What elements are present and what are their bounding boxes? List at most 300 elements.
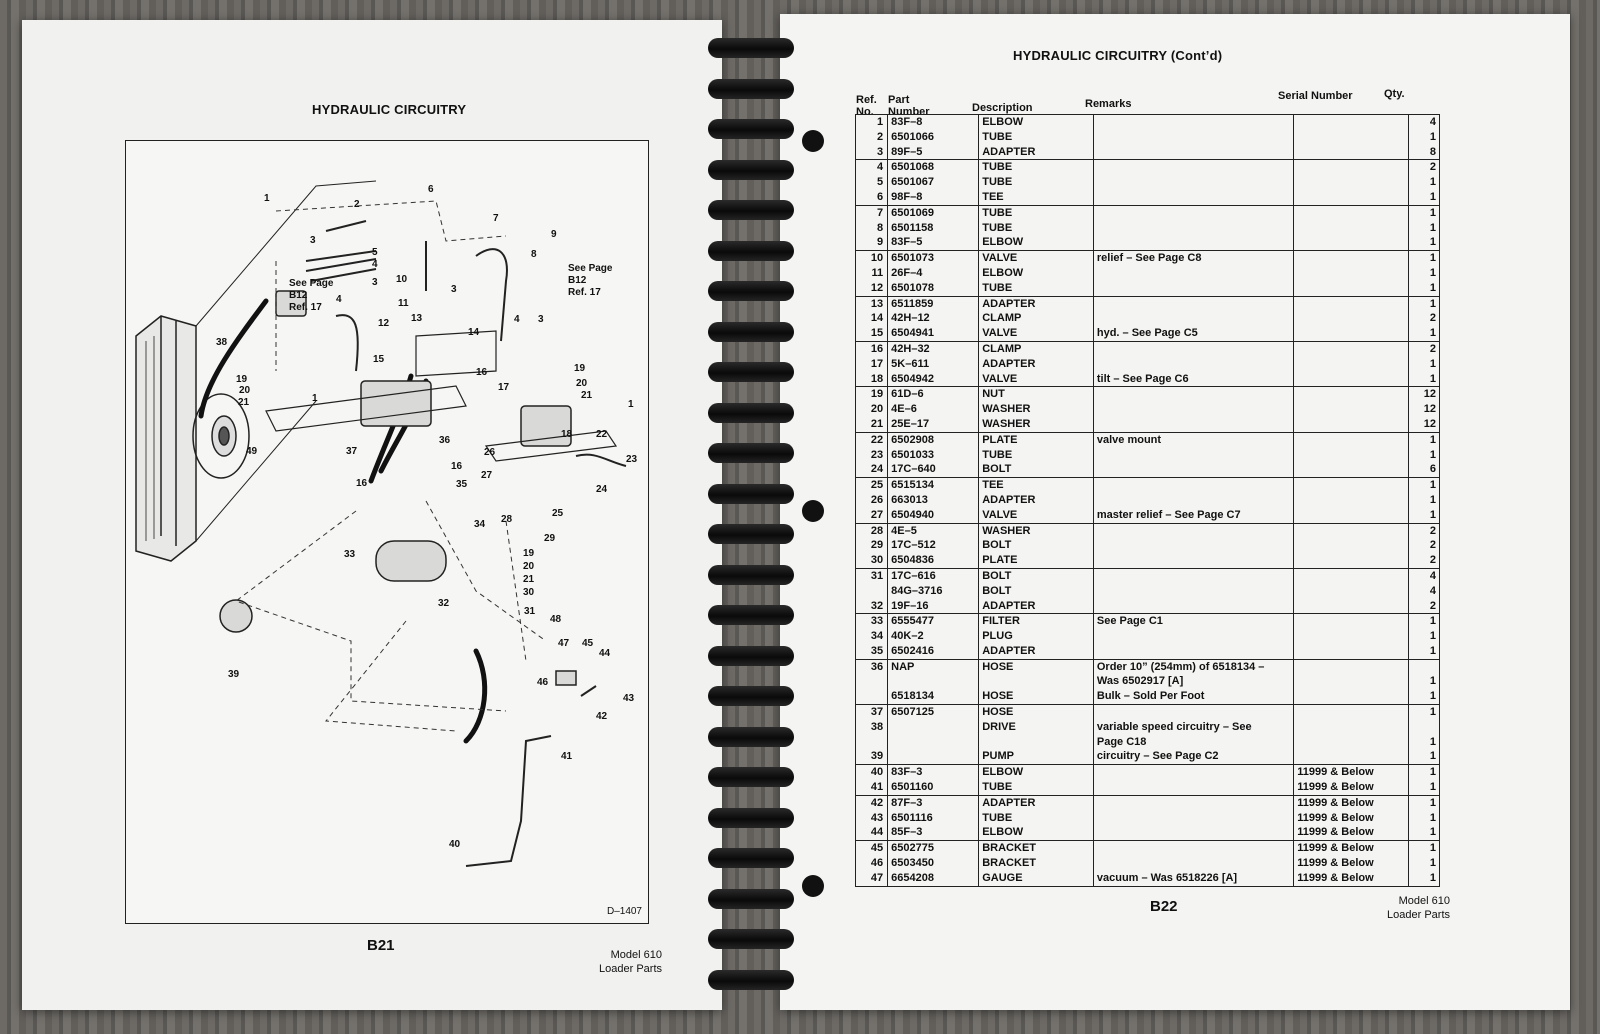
binding-coil xyxy=(708,929,794,949)
cell-desc: WASHER xyxy=(979,523,1094,538)
cell-serial xyxy=(1294,175,1409,190)
cell-qty: 1 xyxy=(1408,281,1439,296)
cell-serial xyxy=(1294,417,1409,432)
cell-qty: 1 xyxy=(1408,448,1439,463)
cell-part: NAP xyxy=(888,659,979,674)
cell-part: 87F–3 xyxy=(888,795,979,810)
cell-qty: 1 xyxy=(1408,221,1439,236)
cell-desc: NUT xyxy=(979,387,1094,402)
binding-coil xyxy=(708,38,794,58)
binding-coil xyxy=(708,362,794,382)
cell-qty: 2 xyxy=(1408,160,1439,175)
cell-ref: 16 xyxy=(856,341,888,356)
cell-qty: 1 xyxy=(1408,372,1439,387)
table-row xyxy=(856,448,1440,463)
cell-ref: 1 xyxy=(856,115,888,130)
cell-part xyxy=(888,749,979,764)
cell-remarks: vacuum – Was 6518226 [A] xyxy=(1093,871,1293,886)
callout-37: 37 xyxy=(346,446,358,457)
cell-remarks: hyd. – See Page C5 xyxy=(1093,326,1293,341)
table-row xyxy=(856,221,1440,236)
cell-qty: 1 xyxy=(1408,811,1439,826)
cell-qty: 1 xyxy=(1408,674,1439,689)
cell-part: 6501158 xyxy=(891,221,934,234)
callout-39: 39 xyxy=(228,669,240,680)
cell-remarks xyxy=(1093,825,1293,840)
cell-serial xyxy=(1294,538,1409,553)
header-remarks: Remarks xyxy=(1085,98,1132,110)
cell-qty: 1 xyxy=(1408,795,1439,810)
cell-serial xyxy=(1294,584,1409,599)
cell-serial xyxy=(1294,251,1409,266)
table-row xyxy=(856,599,1440,614)
cell-serial xyxy=(1294,221,1409,236)
callout-20a: 20 xyxy=(576,378,588,389)
cell-part: 6501033 xyxy=(891,448,934,461)
binding-coil xyxy=(708,119,794,139)
header-qty: Qty. xyxy=(1384,88,1405,100)
cell-part: 6501068 xyxy=(888,160,979,175)
cell-part: 17C–512 xyxy=(891,539,936,552)
callout-20b: 20 xyxy=(239,385,251,396)
cell-remarks: See Page C1 xyxy=(1093,614,1293,629)
cell-desc: WASHER xyxy=(979,417,1094,432)
cell-desc: TUBE xyxy=(979,221,1094,236)
cell-remarks xyxy=(1093,811,1293,826)
table-row xyxy=(856,629,1440,644)
cell-remarks xyxy=(1093,568,1293,583)
cell-desc: TUBE xyxy=(979,448,1094,463)
cell-qty: 1 xyxy=(1408,190,1439,205)
cell-part: 19F–16 xyxy=(891,599,929,612)
callout-29: 29 xyxy=(544,533,556,544)
cell-qty: 2 xyxy=(1408,538,1439,553)
cell-desc: ELBOW xyxy=(979,235,1094,250)
cell-serial: 11999 & Below xyxy=(1294,841,1409,856)
callout-49: 49 xyxy=(246,446,258,457)
table-row xyxy=(856,508,1440,523)
cell-desc: TUBE xyxy=(979,160,1094,175)
cell-qty: 8 xyxy=(1408,145,1439,160)
cell-ref: 5 xyxy=(856,175,888,190)
cell-serial: 11999 & Below xyxy=(1294,825,1409,840)
table-row xyxy=(856,266,1440,281)
cell-serial: 11999 & Below xyxy=(1294,811,1409,826)
cell-remarks xyxy=(1093,448,1293,463)
callout-22: 22 xyxy=(596,429,608,440)
cell-serial xyxy=(1294,190,1409,205)
callout-see-page-b: See Page xyxy=(568,263,613,274)
table-row xyxy=(856,871,1440,886)
callout-42: 42 xyxy=(596,711,608,722)
callout-45: 45 xyxy=(582,638,594,649)
cell-remarks: circuitry – See Page C2 xyxy=(1093,749,1293,764)
table-row xyxy=(856,478,1440,493)
cell-serial xyxy=(1294,705,1409,720)
cell-part: 61D–6 xyxy=(888,387,979,402)
cell-ref: 13 xyxy=(856,296,888,311)
cell-ref xyxy=(856,584,888,599)
cell-ref: 31 xyxy=(856,568,888,583)
cell-desc: VALVE xyxy=(979,251,1094,266)
cell-serial xyxy=(1294,387,1409,402)
callout-16b: 16 xyxy=(451,461,463,472)
callout-21b: 21 xyxy=(238,397,250,408)
cell-serial xyxy=(1294,205,1409,220)
cell-desc: ADAPTER xyxy=(979,599,1094,614)
cell-part: 85F–3 xyxy=(891,826,923,839)
cell-part: 663013 xyxy=(891,493,928,506)
cell-qty: 1 xyxy=(1408,825,1439,840)
callout-27: 27 xyxy=(481,470,493,481)
cell-part xyxy=(888,735,979,750)
cell-remarks xyxy=(1093,160,1293,175)
table-row xyxy=(856,841,1440,856)
callout-28: 28 xyxy=(501,514,513,525)
callout-19b: 19 xyxy=(236,374,248,385)
cell-serial xyxy=(1294,735,1409,750)
cell-part: 6504941 xyxy=(891,327,934,340)
table-row xyxy=(856,281,1440,296)
cell-ref: 20 xyxy=(856,402,888,417)
cell-desc: ADAPTER xyxy=(979,795,1094,810)
cell-part: 6501066 xyxy=(891,130,934,143)
binding-coil xyxy=(708,403,794,423)
cell-desc: ELBOW xyxy=(979,765,1094,780)
callout-1b: 1 xyxy=(312,393,318,404)
cell-qty: 1 xyxy=(1408,130,1439,145)
cell-desc: TEE xyxy=(979,478,1094,493)
cell-ref: 22 xyxy=(856,432,888,447)
punch-hole xyxy=(802,130,824,152)
cell-ref: 11 xyxy=(856,266,888,281)
table-row xyxy=(856,825,1440,840)
cell-serial xyxy=(1294,448,1409,463)
cell-ref: 24 xyxy=(856,462,888,477)
cell-remarks xyxy=(1093,296,1293,311)
callout-ref17-b: Ref. 17 xyxy=(568,287,601,298)
cell-desc: ADAPTER xyxy=(979,644,1094,659)
punch-hole xyxy=(802,500,824,522)
callout-40: 40 xyxy=(449,839,461,850)
cell-serial xyxy=(1294,281,1409,296)
cell-ref: 15 xyxy=(856,326,888,341)
cell-qty: 1 xyxy=(1408,205,1439,220)
cell-serial xyxy=(1294,478,1409,493)
cell-serial xyxy=(1294,508,1409,523)
cell-remarks xyxy=(1093,478,1293,493)
table-row xyxy=(856,674,1440,689)
cell-desc: ADAPTER xyxy=(979,145,1094,160)
cell-serial xyxy=(1294,432,1409,447)
cell-ref: 6 xyxy=(856,190,888,205)
cell-qty: 1 xyxy=(1408,841,1439,856)
cell-serial xyxy=(1294,115,1409,130)
cell-remarks xyxy=(1093,705,1293,720)
cell-remarks: Order 10” (254mm) of 6518134 – xyxy=(1093,659,1293,674)
cell-remarks xyxy=(1093,538,1293,553)
table-row xyxy=(856,235,1440,250)
cell-qty: 1 xyxy=(1408,235,1439,250)
callout-6: 6 xyxy=(428,184,434,195)
table-row xyxy=(856,493,1440,508)
cell-ref: 14 xyxy=(856,311,888,326)
callout-47: 47 xyxy=(558,638,570,649)
cell-serial xyxy=(1294,553,1409,568)
table-row xyxy=(856,584,1440,599)
callout-35: 35 xyxy=(456,479,468,490)
cell-remarks: tilt – See Page C6 xyxy=(1093,372,1293,387)
cell-serial: 11999 & Below xyxy=(1294,871,1409,886)
cell-part: 6502775 xyxy=(888,841,979,856)
cell-remarks: Bulk – Sold Per Foot xyxy=(1093,689,1293,704)
cell-desc: VALVE xyxy=(979,326,1094,341)
cell-ref: 32 xyxy=(856,599,888,614)
cell-remarks xyxy=(1093,765,1293,780)
binding-coil xyxy=(708,484,794,504)
cell-qty: 1 xyxy=(1408,856,1439,871)
cell-remarks xyxy=(1093,205,1293,220)
cell-part: 42H–12 xyxy=(891,312,930,325)
cell-part: 6518134 xyxy=(891,690,934,703)
cell-serial xyxy=(1294,235,1409,250)
cell-ref: 39 xyxy=(856,749,888,764)
callout-4b: 4 xyxy=(336,294,342,305)
callout-16c: 16 xyxy=(356,478,368,489)
header-ref-line1: Ref. xyxy=(856,94,877,106)
cell-ref: 35 xyxy=(856,644,888,659)
table-row xyxy=(856,523,1440,538)
cell-serial xyxy=(1294,160,1409,175)
callout-44: 44 xyxy=(599,648,611,659)
cell-serial xyxy=(1294,644,1409,659)
cell-part: 4E–6 xyxy=(891,403,917,416)
callout-10: 10 xyxy=(396,274,408,285)
table-row xyxy=(856,402,1440,417)
punch-hole xyxy=(802,875,824,897)
cell-qty xyxy=(1408,720,1439,735)
cell-qty: 4 xyxy=(1408,584,1439,599)
table-row xyxy=(856,417,1440,432)
binding-coil xyxy=(708,565,794,585)
cell-part: 6504942 xyxy=(891,372,934,385)
cell-ref: 43 xyxy=(856,811,888,826)
cell-remarks xyxy=(1093,462,1293,477)
cell-remarks xyxy=(1093,599,1293,614)
cell-remarks xyxy=(1093,341,1293,356)
cell-desc: FILTER xyxy=(979,614,1094,629)
cell-part: 26F–4 xyxy=(891,266,923,279)
callout-ref17-a: Ref. 17 xyxy=(289,302,322,313)
cell-part: 5K–611 xyxy=(891,357,930,370)
cell-ref: 10 xyxy=(856,251,888,266)
binding-coil xyxy=(708,322,794,342)
binding-coil xyxy=(708,160,794,180)
cell-desc: ELBOW xyxy=(979,115,1094,130)
callout-38: 38 xyxy=(216,337,228,348)
cell-desc: HOSE xyxy=(979,689,1094,704)
cell-qty: 1 xyxy=(1408,705,1439,720)
cell-qty xyxy=(1408,659,1439,674)
callout-43: 43 xyxy=(623,693,635,704)
cell-serial xyxy=(1294,629,1409,644)
header-serial: Serial Number xyxy=(1278,90,1353,102)
table-row xyxy=(856,811,1440,826)
cell-serial xyxy=(1294,493,1409,508)
cell-part: 40K–2 xyxy=(891,630,924,643)
table-row xyxy=(856,296,1440,311)
cell-qty: 1 xyxy=(1408,735,1439,750)
binding-coil xyxy=(708,524,794,544)
cell-ref: 9 xyxy=(856,235,888,250)
cell-part: 6507125 xyxy=(888,705,979,720)
cell-remarks: Page C18 xyxy=(1093,735,1293,750)
callout-13: 13 xyxy=(411,313,423,324)
cell-desc: ADAPTER xyxy=(979,296,1094,311)
cell-ref: 21 xyxy=(856,417,888,432)
cell-serial xyxy=(1294,311,1409,326)
cell-remarks xyxy=(1093,190,1293,205)
callout-16a: 16 xyxy=(476,367,488,378)
diagram-drawing xyxy=(126,141,648,923)
cell-ref: 25 xyxy=(856,478,888,493)
cell-ref: 47 xyxy=(856,871,888,886)
callout-11: 11 xyxy=(398,298,409,309)
callout-3d: 3 xyxy=(538,314,544,325)
table-row xyxy=(856,720,1440,735)
cell-ref: 26 xyxy=(856,493,888,508)
table-row xyxy=(856,568,1440,583)
cell-remarks xyxy=(1093,145,1293,160)
cell-part: 83F–5 xyxy=(891,236,923,249)
cell-serial xyxy=(1294,357,1409,372)
binding-coil xyxy=(708,200,794,220)
cell-ref: 41 xyxy=(856,780,888,795)
cell-qty: 1 xyxy=(1408,432,1439,447)
cell-serial xyxy=(1294,130,1409,145)
right-page-title: HYDRAULIC CIRCUITRY (Cont’d) xyxy=(1013,48,1223,63)
cell-qty: 1 xyxy=(1408,296,1439,311)
callout-19c: 19 xyxy=(523,548,535,559)
callout-12: 12 xyxy=(378,318,390,329)
binding-coil xyxy=(708,241,794,261)
cell-remarks xyxy=(1093,584,1293,599)
cell-desc: TUBE xyxy=(979,130,1094,145)
cell-desc: VALVE xyxy=(979,508,1094,523)
cell-part: 83F–3 xyxy=(888,765,979,780)
cell-serial xyxy=(1294,523,1409,538)
cell-serial xyxy=(1294,326,1409,341)
callout-3c: 3 xyxy=(451,284,457,295)
cell-qty: 12 xyxy=(1408,387,1439,402)
cell-serial: 11999 & Below xyxy=(1294,780,1409,795)
table-row xyxy=(856,357,1440,372)
cell-ref: 3 xyxy=(856,145,888,160)
table-row xyxy=(856,795,1440,810)
cell-desc: ADAPTER xyxy=(979,493,1094,508)
table-row xyxy=(856,251,1440,266)
callout-15: 15 xyxy=(373,354,385,365)
cell-remarks xyxy=(1093,266,1293,281)
cell-part: 6501160 xyxy=(891,781,934,794)
cell-desc: BOLT xyxy=(979,538,1094,553)
cell-part: 6501069 xyxy=(888,205,979,220)
cell-ref: 7 xyxy=(856,205,888,220)
cell-ref: 44 xyxy=(856,825,888,840)
cell-part: 89F–5 xyxy=(891,145,923,158)
cell-remarks xyxy=(1093,417,1293,432)
cell-ref xyxy=(856,735,888,750)
parts-table xyxy=(855,114,1440,887)
cell-desc: PLUG xyxy=(979,629,1094,644)
callout-20c: 20 xyxy=(523,561,535,572)
cell-qty: 1 xyxy=(1408,765,1439,780)
binding-coil xyxy=(708,646,794,666)
table-row xyxy=(856,341,1440,356)
cell-desc xyxy=(979,674,1094,689)
cell-qty: 2 xyxy=(1408,553,1439,568)
cell-ref: 12 xyxy=(856,281,888,296)
cell-remarks: master relief – See Page C7 xyxy=(1093,508,1293,523)
cell-qty: 1 xyxy=(1408,357,1439,372)
table-row xyxy=(856,553,1440,568)
cell-ref: 42 xyxy=(856,795,888,810)
binding-coil xyxy=(708,727,794,747)
cell-ref: 45 xyxy=(856,841,888,856)
cell-part: 84G–3716 xyxy=(891,584,943,597)
table-row xyxy=(856,856,1440,871)
cell-part: 6501116 xyxy=(891,811,933,824)
drawing-number: D–1407 xyxy=(606,906,642,917)
callout-see-page-a: See Page xyxy=(289,278,334,289)
cell-remarks xyxy=(1093,402,1293,417)
table-row xyxy=(856,765,1440,780)
cell-ref: 4 xyxy=(856,160,888,175)
cell-remarks xyxy=(1093,115,1293,130)
callout-36: 36 xyxy=(439,435,451,446)
callout-9: 9 xyxy=(551,229,557,240)
callout-3b: 3 xyxy=(372,277,378,288)
cell-part: 6504836 xyxy=(891,554,934,567)
table-row xyxy=(856,115,1440,130)
cell-serial xyxy=(1294,145,1409,160)
cell-serial xyxy=(1294,568,1409,583)
callout-1c: 1 xyxy=(628,399,634,410)
right-footer-model: Model 610 xyxy=(1398,895,1450,907)
binding-coil xyxy=(708,970,794,990)
callout-33: 33 xyxy=(344,549,356,560)
left-page xyxy=(22,20,722,1010)
table-row xyxy=(856,387,1440,402)
callout-19a: 19 xyxy=(574,363,586,374)
cell-qty: 1 xyxy=(1408,780,1439,795)
callout-34: 34 xyxy=(474,519,486,530)
callout-32: 32 xyxy=(438,598,450,609)
cell-ref: 36 xyxy=(856,659,888,674)
cell-ref: 19 xyxy=(856,387,888,402)
cell-remarks xyxy=(1093,130,1293,145)
cell-ref: 46 xyxy=(856,856,888,871)
cell-desc: ELBOW xyxy=(979,266,1094,281)
cell-desc: ELBOW xyxy=(979,825,1094,840)
callout-25: 25 xyxy=(552,508,564,519)
cell-serial xyxy=(1294,674,1409,689)
table-row xyxy=(856,205,1440,220)
table-row xyxy=(856,190,1440,205)
table-row xyxy=(856,749,1440,764)
cell-serial xyxy=(1294,599,1409,614)
cell-qty: 1 xyxy=(1408,614,1439,629)
